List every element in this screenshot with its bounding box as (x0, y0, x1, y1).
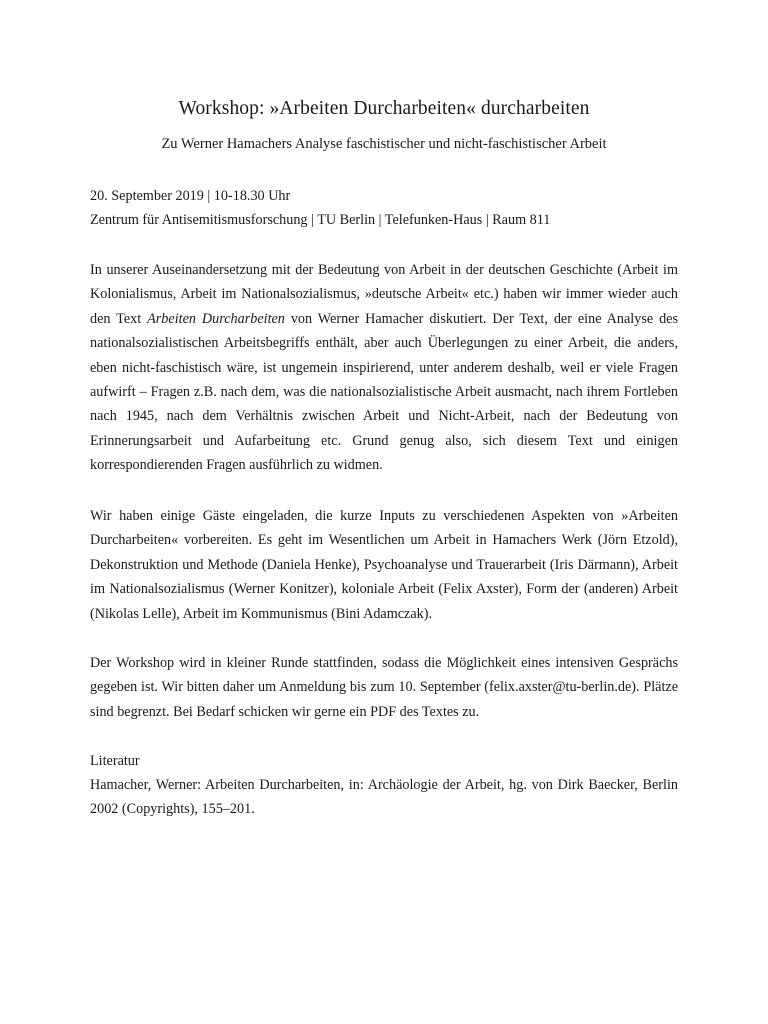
literature-heading: Literatur (90, 753, 140, 769)
book-title-italic: Arbeiten Durcharbeiten (147, 310, 285, 327)
event-date: 20. September 2019 | 10-18.30 Uhr (90, 188, 291, 204)
intro-paragraph (90, 258, 678, 478)
intro-text-start: In unserer Auseinandersetzung mit der Bedeutung von Arbeit in der deutschen Geschichte (Arbeit im Kolonialismus, Arbeit im Nationalsozialismus, »deutsche Arbeit« etc.) haben wir immer wieder auch den Text (90, 262, 678, 327)
intro-text-end: von Werner Hamacher diskutiert. Der Text, der eine Analyse des nationalsozialistischen Arbeitsbegriffs enthält, aber auch Überlegungen zu einer Arbeit, die anders, eben nicht-faschistisch wäre, ist ungemein inspirierend, unter anderem deshalb, weil er viele Fragen aufwirft – Fragen z.B. nach dem, was die nationalsozialistische Arbeit ausmacht, nach ihrem Fortleben nach 1945, nach dem Verhältnis zwischen Arbeit und Nicht-Arbeit, nach der Bedeutung von Erinnerungsarbeit und Aufarbeitung etc. Grund genug also, sich diesem Text und einigen korrespondierenden Fragen ausführlich zu widmen. (90, 310, 678, 474)
page-title: Workshop: »Arbeiten Durcharbeiten« durcharbeiten (178, 98, 590, 119)
registration-paragraph: Der Workshop wird in kleiner Runde stattfinden, sodass die Möglichkeit eines intensiven Gesprächs gegeben ist. Wir bitten daher um Anmeldung bis zum 10. September (felix.axster@tu-berlin.de). Plätze sind begrenzt. Bei Bedarf schicken wir gerne ein PDF des Textes zu. (90, 655, 678, 720)
literature-entry: Hamacher, Werner: Arbeiten Durcharbeiten, in: Archäologie der Arbeit, hg. von Dirk Baecker, Berlin 2002 (Copyrights), 155–201. (90, 777, 678, 818)
guests-paragraph: Wir haben einige Gäste eingeladen, die kurze Inputs zu verschiedenen Aspekten von »Arbeiten Durcharbeiten« vorbereiten. Es geht im Wesentlichen um Arbeit in Hamachers Werk (Jörn Etzold), Dekonstruktion und Methode (Daniela Henke), Psychoanalyse und Trauerarbeit (Iris Därmann), Arbeit im Nationalsozialismus (Werner Konitzer), koloniale Arbeit (Felix Axster), Form der (anderen) Arbeit (Nikolas Lelle), Arbeit im Kommunismus (Bini Adamczak). (90, 508, 678, 622)
event-venue: Zentrum für Antisemitismusforschung | TU Berlin | Telefunken-Haus | Raum 811 (90, 212, 551, 228)
page-subtitle: Zu Werner Hamachers Analyse faschistischer und nicht-faschistischer Arbeit (161, 136, 607, 152)
